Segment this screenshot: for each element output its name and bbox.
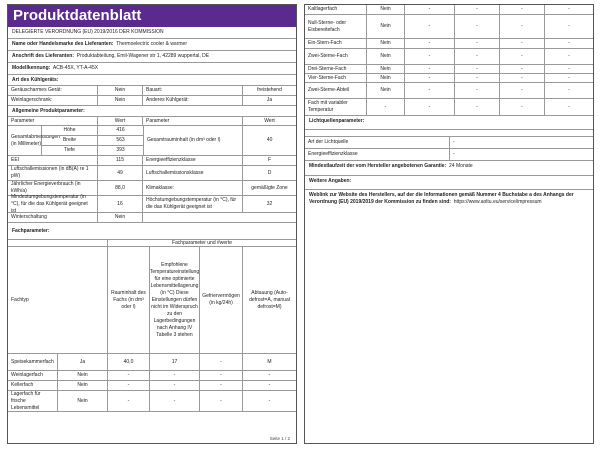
dimensions-list [42,126,144,155]
general-params-heading: Allgemeine Produktparameter: [8,106,296,117]
page-number: Seite 1 / 2 [269,436,290,441]
compartment-row: Zwei-Sterne-Abteil Nein - - - - [305,83,593,99]
supplier-name-row: Name oder Handelsmarke des Lieferanten: Thermoelectric cooler & warmer [8,39,296,51]
compartment-row: Null-Sterne- oder Eisbereitefach Nein - - - - [305,15,593,39]
spacer [305,130,593,137]
dimension-item: Tiefe 393 [42,146,143,155]
datasheet-page-right [304,4,594,444]
compartment-row: Fach mit variabler Temperatur - - - - - [305,99,593,116]
compartment-row: Drei-Sterne-Fach Nein - - - - [305,65,593,74]
light-source-row: Energieeffizienzklasse - [305,149,593,161]
further-info-text: Weblink zur Website des Herstellers, auf der die Informationen gemäß Nummer 4 Buchstabe a des Anhangs der Verordnung (EU) 2019/2019 der Kommission zu finden sind: https://www.aoltu.eu/service/impressum [309,192,574,205]
page-title: Produktdatenblatt [8,5,296,27]
warranty-row: Mindestlaufzeit der vom Hersteller angebotenen Garantie: 24 Monate [305,161,593,176]
compartment-row: Weinlagerfach Nein - - - - [8,371,296,381]
general-param-row: Jährlicher Energieverbrauch (in kWh/a) 88,0 Klimaklasse: gemäßigte Zone [8,181,296,196]
general-params-header: Parameter Wert Parameter Wert [8,117,296,126]
supplier-address-row: Anschrift des Lieferanten: Produktabteilung, Emil-Wagener str 1, 42289 wuppertal, DE [8,51,296,63]
compartment-row: Kellerfach Nein - - - - [8,381,296,391]
further-info-heading: Weitere Angaben: [305,176,593,190]
general-param-row: EEI 115 Energieeffizienzklasse F [8,156,296,166]
compartment-column-headers: Fachtyp Rauminhalt des Fachs (in dm³ oder l) Empfohlene Temperatureinstellung für eine optimierte Lebensmittellagerung (in °C) Diese Einstellungen dürfen nicht im Widerspruch zu den Lagerbedingungen nach Anhang IV Tabelle 3 stehen Gefriervermögen (in kg/24h) Abtauung (Auto-defrost=A, manual defrost=M) [8,247,296,354]
dimension-item: Höhe 416 [42,126,143,136]
general-param-row: Luftschallemissionen (in dB(A) re 1 pW) 49 Luftschallemissionsklasse D [8,166,296,181]
compartment-row: Speisekammerfach Ja 40,0 17 - M [8,354,296,371]
compartment-row: Ein-Stern-Fach Nein - - - - [305,39,593,49]
general-param-row: Mindestumgebungstemperatur (in °C), für die das Kühlgerät geeignet ist 16 Höchstumgebungstemperatur (in °C), für die das Kühlgerät geeignet ist 32 [8,196,296,213]
dimension-item: Breite 563 [42,136,143,146]
appliance-row: Geräuscharmes Gerät: Nein Bauart: freistehend [8,86,296,96]
light-source-heading: Lichtquellenparameter: [305,116,593,130]
light-source-row: Art der Lichtquelle - [305,137,593,149]
model-row: Modellkennung: ACB-45X, YT-A-45X [8,63,296,75]
compartment-row: Kaltlagerfach Nein - - - - [305,5,593,15]
winter-row: Winterschaltung Nein [8,213,296,223]
appliance-row: Weinlagerschrank: Nein Anderes Kühlgerät: Ja [8,96,296,106]
compartment-row: Zwei-Sterne-Fach Nein - - - - [305,49,593,65]
manufacturer-link[interactable]: https://www.aoltu.eu/service/impressum [453,199,542,205]
dimensions-row: Gesamtabmessungen (in Millimeter) Höhe 416 Breite 563 Tiefe 393 Gesamtrauminhalt (in dm³ oder l) 40 [8,126,296,156]
datasheet-page-left [7,4,297,444]
compartment-row: Lagerfach für frische Lebensmittel Nein - - - - [8,391,296,412]
compartment-row: Vier-Sterne-Fach Nein - - - - [305,74,593,83]
regulation-line: DELEGIERTE VERORDNUNG (EU) 2019/2016 DER KOMMISSION [8,27,296,39]
compartment-heading: Fachparameter: [8,223,296,240]
compartment-group-header: Fachparameter und #werte [8,240,296,247]
appliance-type-heading: Art des Kühlgeräts: [8,75,296,86]
